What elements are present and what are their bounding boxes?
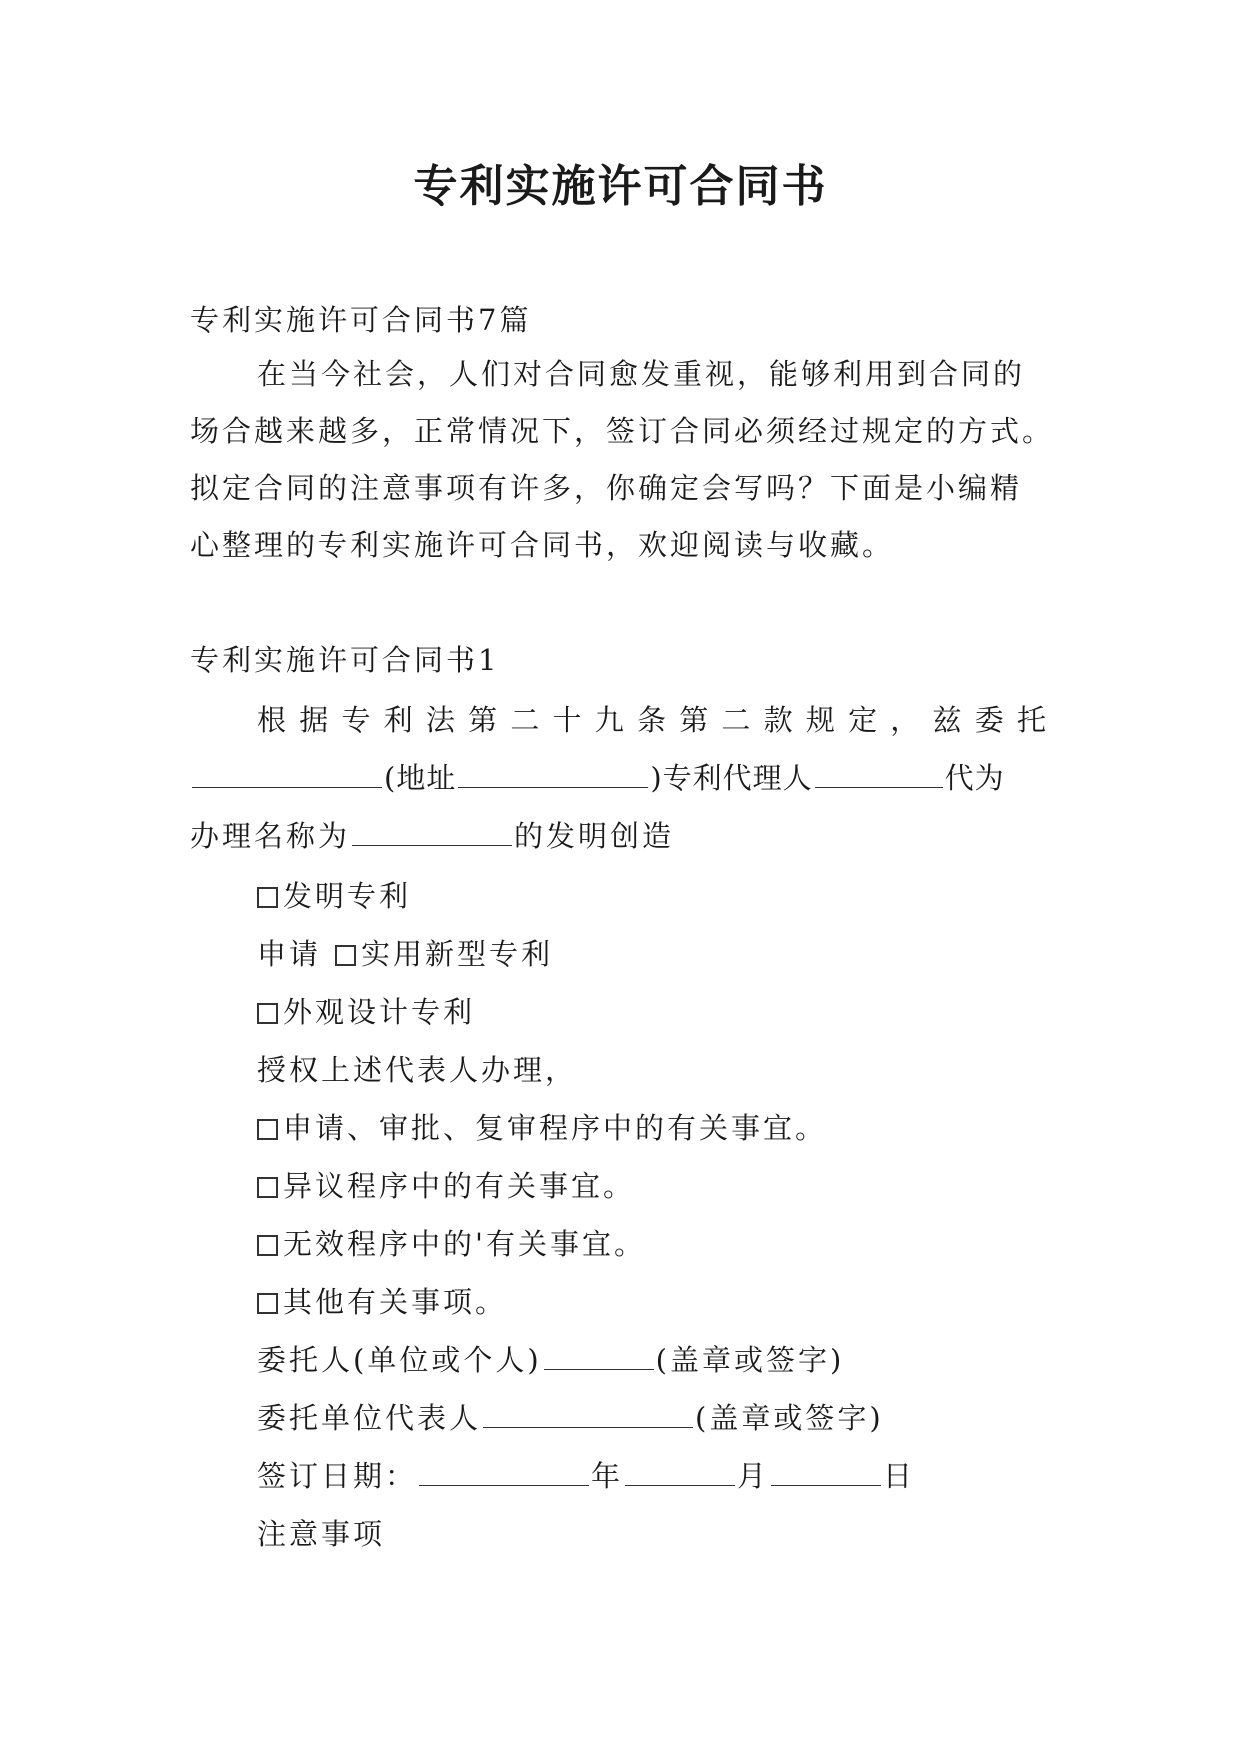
char: 托 — [1016, 703, 1046, 737]
char: 专 — [341, 703, 371, 737]
blank-field[interactable] — [483, 1401, 693, 1428]
item-label: 无效程序中的'有关事宜。 — [283, 1227, 646, 1261]
month-label: 月 — [737, 1459, 770, 1493]
char: 根 — [257, 703, 287, 737]
intro-line: 拟定合同的注意事项有许多，你确定会写吗？下面是小编精 — [190, 471, 1023, 505]
char: 九 — [594, 703, 624, 737]
checkbox[interactable] — [257, 887, 278, 908]
checkbox[interactable] — [257, 1235, 278, 1256]
blank-field[interactable] — [815, 761, 943, 788]
option-invention — [257, 876, 411, 916]
char: 法 — [425, 703, 455, 737]
name-label: 办理名称为 — [190, 819, 351, 853]
char: 委 — [974, 703, 1004, 737]
item-label: 异议程序中的有关事宜。 — [283, 1169, 636, 1203]
notes-heading: 注意事项 — [257, 1517, 386, 1551]
representative-label: 委托单位代表人 — [257, 1401, 482, 1435]
intro-line: 场合越来越多，正常情况下，签订合同必须经过规定的方式。 — [190, 414, 1055, 448]
char: 定 — [848, 703, 878, 737]
entrust-line — [257, 700, 1046, 740]
seal-label: (盖章或签字) — [695, 1401, 884, 1435]
matter-item — [257, 1166, 635, 1206]
day-label: 日 — [883, 1459, 916, 1493]
blank-field[interactable] — [625, 1459, 735, 1486]
option-design — [257, 992, 475, 1032]
blank-field[interactable] — [192, 761, 382, 788]
blank-field[interactable] — [419, 1459, 589, 1486]
item-label: 其他有关事项。 — [283, 1285, 508, 1319]
on-behalf-label: 代为 — [944, 761, 1005, 795]
blank-field[interactable] — [771, 1459, 881, 1486]
option-label: 实用新型专利 — [361, 937, 554, 971]
invention-label: 的发明创造 — [514, 819, 675, 853]
year-label: 年 — [591, 1459, 624, 1493]
intro-line: 心整理的专利实施许可合同书，欢迎阅读与收藏。 — [190, 528, 895, 562]
agent-label: )专利代理人 — [650, 761, 813, 795]
char: 条 — [636, 703, 666, 737]
name-line — [190, 816, 674, 856]
checkbox[interactable] — [257, 1293, 278, 1314]
date-label: 签订日期： — [257, 1459, 418, 1493]
item-label: 申请、审批、复审程序中的有关事宜。 — [283, 1111, 828, 1145]
representative-signature-line — [257, 1398, 884, 1438]
option-utility — [257, 934, 553, 974]
seal-label: (盖章或签字) — [655, 1343, 845, 1377]
char: 兹 — [932, 703, 962, 737]
checkbox[interactable] — [335, 945, 356, 966]
authorize-line: 授权上述代表人办理， — [257, 1053, 578, 1087]
char: ， — [890, 703, 920, 737]
document-title: 专利实施许可合同书 — [413, 161, 828, 212]
char: 二 — [721, 703, 751, 737]
matter-item — [257, 1282, 507, 1322]
char: 二 — [510, 703, 540, 737]
checkbox[interactable] — [257, 1177, 278, 1198]
checkbox[interactable] — [257, 1003, 278, 1024]
matter-item — [257, 1108, 827, 1148]
matter-item — [257, 1224, 646, 1264]
client-label: 委托人(单位或个人) — [257, 1343, 542, 1377]
char: 第 — [679, 703, 709, 737]
char: 规 — [805, 703, 835, 737]
char: 款 — [763, 703, 793, 737]
char: 利 — [383, 703, 413, 737]
blank-field[interactable] — [458, 761, 648, 788]
blank-field[interactable] — [544, 1343, 654, 1370]
document-subtitle: 专利实施许可合同书7篇 — [190, 303, 532, 337]
option-label: 发明专利 — [283, 879, 412, 913]
section-heading: 专利实施许可合同书1 — [190, 643, 500, 677]
char: 十 — [552, 703, 582, 737]
apply-label: 申请 — [257, 937, 322, 971]
option-label: 外观设计专利 — [283, 995, 476, 1029]
checkbox[interactable] — [257, 1119, 278, 1140]
agent-line — [190, 758, 1005, 798]
char: 第 — [468, 703, 498, 737]
sign-date-line — [257, 1456, 915, 1496]
address-label: (地址 — [384, 761, 457, 795]
blank-field[interactable] — [352, 819, 512, 846]
char: 据 — [299, 703, 329, 737]
client-signature-line — [257, 1340, 844, 1380]
intro-line: 在当今社会，人们对合同愈发重视，能够利用到合同的 — [257, 357, 1026, 391]
